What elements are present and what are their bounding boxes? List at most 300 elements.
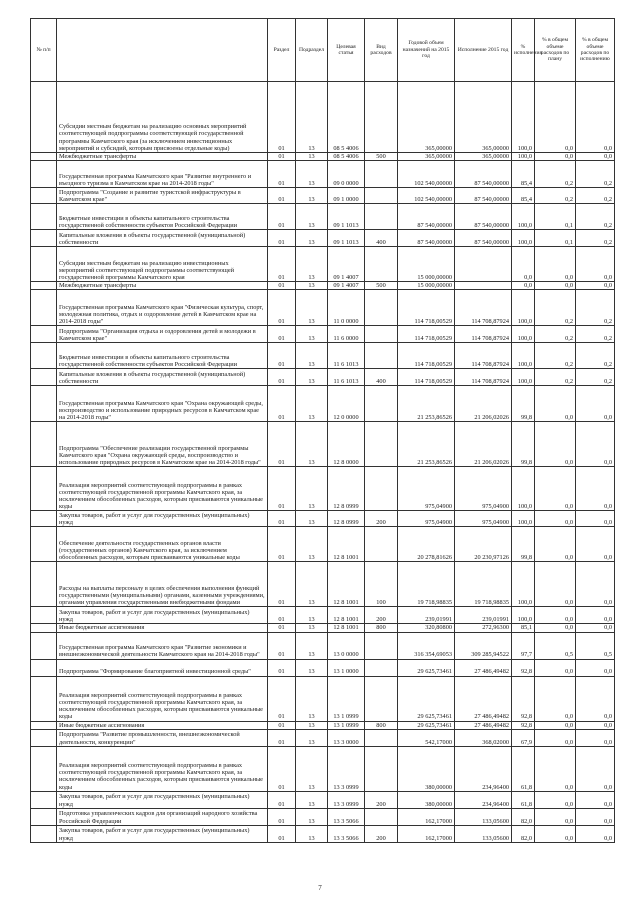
cell-share-plan: 0,0 [535,282,576,290]
cell-name: Подпрограмма "Формирование благоприятной инвестиционной среды" [57,659,268,676]
cell-fact: 975,04900 [455,511,512,527]
cell-razdel: 01 [268,188,296,204]
cell-share-fact: 0,2 [576,326,615,343]
cell-target-article: 12 8 1001 [328,527,365,562]
header-num: № п/п [31,19,57,82]
cell-target-article: 13 3 0999 [328,746,365,791]
cell-share-plan: 0,0 [535,729,576,746]
cell-pct: 100,0 [512,230,535,247]
cell-num [31,161,57,188]
cell-razdel: 01 [268,161,296,188]
cell-razdel: 01 [268,467,296,511]
cell-expense-type [365,290,398,326]
cell-expense-type [365,808,398,825]
cell-podrazdel: 13 [296,422,328,467]
cell-podrazdel: 13 [296,511,328,527]
cell-target-article: 08 5 4006 [328,153,365,161]
cell-expense-type: 500 [365,282,398,290]
cell-podrazdel: 13 [296,632,328,659]
page-number: 7 [318,884,322,892]
cell-expense-type: 200 [365,511,398,527]
cell-podrazdel: 13 [296,290,328,326]
cell-name: Межбюджетные трансферты [57,282,268,290]
table-body [31,82,615,843]
cell-expense-type [365,422,398,467]
cell-num [31,729,57,746]
cell-share-fact: 0,0 [576,676,615,721]
cell-name: Закупка товаров, работ и услуг для государственных (муниципальных) нужд [57,607,268,624]
cell-share-plan: 0,2 [535,369,576,386]
table-row [31,632,615,659]
cell-target-article: 11 6 1013 [328,369,365,386]
cell-fact: 21 206,02026 [455,386,512,422]
cell-pct: 100,0 [512,343,535,369]
cell-expense-type [365,729,398,746]
header-podrazdel: Подраздел [296,19,328,82]
cell-plan: 380,00000 [398,791,455,808]
cell-razdel: 01 [268,808,296,825]
cell-target-article: 13 3 0000 [328,729,365,746]
cell-share-plan: 0,1 [535,230,576,247]
cell-fact: 114 708,87924 [455,369,512,386]
cell-podrazdel: 13 [296,326,328,343]
cell-podrazdel: 13 [296,659,328,676]
cell-pct: 92,8 [512,721,535,729]
cell-num [31,282,57,290]
cell-name: Реализация мероприятий соответствующей подпрограммы в рамках соответствующей государственной программы Камчатского края, за исключением обособленных расходов, которым присваиваются уникальные коды [57,676,268,721]
cell-razdel: 01 [268,624,296,632]
cell-target-article: 13 3 5066 [328,825,365,842]
cell-name: Государственная программа Камчатского края "Физическая культура, спорт, молодежная политика, отдых и оздоровление детей в Камчатском крае на 2014-2018 годы" [57,290,268,326]
cell-fact: 87 540,00000 [455,161,512,188]
cell-pct: 100,0 [512,511,535,527]
cell-fact: 234,96400 [455,746,512,791]
cell-num [31,82,57,153]
cell-plan: 365,00000 [398,82,455,153]
cell-podrazdel: 13 [296,527,328,562]
cell-target-article: 09 1 4007 [328,247,365,282]
cell-expense-type [365,161,398,188]
cell-expense-type [365,188,398,204]
cell-podrazdel: 13 [296,676,328,721]
cell-expense-type: 500 [365,153,398,161]
cell-name: Капитальные вложения в объекты государственной (муниципальной) собственности [57,230,268,247]
cell-razdel: 01 [268,632,296,659]
cell-podrazdel: 13 [296,161,328,188]
cell-target-article: 09 1 1013 [328,230,365,247]
cell-num [31,422,57,467]
cell-pct: 100,0 [512,326,535,343]
table-row [31,343,615,369]
cell-share-plan: 0,0 [535,467,576,511]
cell-share-fact: 0,0 [576,746,615,791]
table-row [31,729,615,746]
cell-pct: 99,8 [512,386,535,422]
table-row [31,467,615,511]
cell-podrazdel: 13 [296,791,328,808]
cell-num [31,467,57,511]
cell-expense-type: 800 [365,721,398,729]
cell-podrazdel: 13 [296,721,328,729]
cell-podrazdel: 13 [296,808,328,825]
cell-podrazdel: 13 [296,607,328,624]
cell-share-plan: 0,0 [535,659,576,676]
cell-podrazdel: 13 [296,188,328,204]
cell-podrazdel: 13 [296,729,328,746]
cell-name: Расходы на выплаты персоналу в целях обеспечения выполнения функций государственными (муниципальными) органами, казенными учреждениями, органами управления государственными внебюджетными фондами [57,562,268,607]
cell-razdel: 01 [268,369,296,386]
cell-target-article: 13 3 0999 [328,791,365,808]
cell-plan: 162,17000 [398,808,455,825]
cell-podrazdel: 13 [296,247,328,282]
cell-pct: 0,0 [512,282,535,290]
cell-plan: 162,17000 [398,825,455,842]
cell-share-plan: 0,0 [535,562,576,607]
cell-plan: 20 278,81626 [398,527,455,562]
cell-target-article: 13 0 0000 [328,632,365,659]
cell-pct: 85,4 [512,188,535,204]
table-row [31,659,615,676]
header-fact: Исполнение 2015 год [455,19,512,82]
cell-fact: 234,96400 [455,791,512,808]
cell-pct: 82,0 [512,808,535,825]
cell-podrazdel: 13 [296,467,328,511]
table-row [31,369,615,386]
cell-pct: 92,8 [512,659,535,676]
table-row [31,153,615,161]
header-plan: Годовой объем назначений на 2015 год [398,19,455,82]
cell-target-article: 12 8 1001 [328,607,365,624]
header-share-plan: % в общем объеме расходов по плану [535,19,576,82]
cell-fact: 87 540,00000 [455,188,512,204]
cell-num [31,607,57,624]
cell-share-fact: 0,0 [576,247,615,282]
table-row [31,204,615,230]
cell-target-article: 08 5 4006 [328,82,365,153]
cell-expense-type: 200 [365,791,398,808]
cell-fact: 21 206,02026 [455,422,512,467]
cell-num [31,511,57,527]
cell-plan: 320,80800 [398,624,455,632]
cell-share-fact: 0,0 [576,791,615,808]
table-row [31,721,615,729]
cell-plan: 29 625,73461 [398,676,455,721]
cell-share-fact: 0,0 [576,659,615,676]
cell-share-plan: 0,0 [535,825,576,842]
cell-pct: 100,0 [512,607,535,624]
cell-fact: 365,00000 [455,82,512,153]
cell-num [31,624,57,632]
cell-share-plan: 0,0 [535,808,576,825]
cell-expense-type [365,676,398,721]
cell-plan: 975,04900 [398,467,455,511]
cell-num [31,247,57,282]
cell-expense-type [365,204,398,230]
cell-plan: 29 625,73461 [398,721,455,729]
cell-num [31,386,57,422]
cell-razdel: 01 [268,386,296,422]
cell-expense-type [365,247,398,282]
cell-share-plan: 0,0 [535,247,576,282]
cell-podrazdel: 13 [296,562,328,607]
cell-pct: 100,0 [512,290,535,326]
cell-target-article: 12 8 0999 [328,467,365,511]
cell-plan: 102 540,00000 [398,188,455,204]
cell-share-fact: 0,2 [576,230,615,247]
cell-share-fact: 0,0 [576,82,615,153]
cell-num [31,825,57,842]
cell-razdel: 01 [268,527,296,562]
cell-share-fact: 0,0 [576,467,615,511]
cell-name: Государственная программа Камчатского края "Развитие внутреннего и въездного туризма в Камчатском крае на 2014-2018 годы" [57,161,268,188]
cell-razdel: 01 [268,290,296,326]
cell-razdel: 01 [268,721,296,729]
cell-pct: 92,8 [512,676,535,721]
cell-share-fact: 0,0 [576,562,615,607]
cell-name: Бюджетные инвестиции в объекты капитального строительства государственной собственности субъектов Российской Федерации [57,204,268,230]
cell-pct: 97,7 [512,632,535,659]
table-row [31,791,615,808]
cell-share-fact: 0,0 [576,386,615,422]
cell-name: Субсидии местным бюджетам на реализацию основных мероприятий соответствующей подпрограммы соответствующей государственной программы Камчатского края (за исключением инвестиционных мероприятий и субсидий, которым присвоены отдельные коды) [57,82,268,153]
cell-target-article: 09 1 1013 [328,204,365,230]
cell-expense-type [365,326,398,343]
cell-num [31,562,57,607]
cell-razdel: 01 [268,230,296,247]
cell-share-plan: 0,0 [535,607,576,624]
cell-share-plan: 0,2 [535,326,576,343]
cell-name: Реализация мероприятий соответствующей подпрограммы в рамках соответствующей государственной программы Камчатского края, за исключением обособленных расходов, которым присваиваются уникальные коды [57,746,268,791]
cell-expense-type: 200 [365,825,398,842]
cell-plan: 114 718,00529 [398,326,455,343]
cell-fact: 114 708,87924 [455,326,512,343]
cell-name: Закупка товаров, работ и услуг для государственных (муниципальных) нужд [57,791,268,808]
cell-name: Межбюджетные трансферты [57,153,268,161]
table-row [31,188,615,204]
cell-plan: 542,17000 [398,729,455,746]
cell-podrazdel: 13 [296,343,328,369]
cell-fact: 114 708,87924 [455,343,512,369]
table-header-row [31,19,615,82]
cell-razdel: 01 [268,676,296,721]
cell-fact: 368,02000 [455,729,512,746]
cell-name: Подготовка управленческих кадров для организаций народного хозяйства Российской Федерации [57,808,268,825]
cell-pct: 0,0 [512,247,535,282]
cell-podrazdel: 13 [296,825,328,842]
cell-razdel: 01 [268,326,296,343]
cell-share-fact: 0,0 [576,422,615,467]
cell-razdel: 01 [268,746,296,791]
cell-target-article: 11 6 0000 [328,326,365,343]
cell-expense-type [365,343,398,369]
cell-target-article: 11 6 1013 [328,343,365,369]
cell-num [31,808,57,825]
cell-expense-type: 200 [365,607,398,624]
cell-plan: 114 718,00529 [398,343,455,369]
cell-razdel: 01 [268,825,296,842]
cell-name: Субсидии местным бюджетам на реализацию инвестиционных мероприятий соответствующей подпрограммы соответствующей государственной программы Камчатского края [57,247,268,282]
cell-pct: 100,0 [512,204,535,230]
table-row [31,562,615,607]
cell-share-fact: 0,2 [576,188,615,204]
cell-pct: 82,0 [512,825,535,842]
cell-fact: 87 540,00000 [455,204,512,230]
cell-plan: 975,04900 [398,511,455,527]
cell-target-article: 09 1 0000 [328,188,365,204]
cell-fact: 133,05600 [455,808,512,825]
cell-target-article: 12 0 0000 [328,386,365,422]
cell-num [31,290,57,326]
cell-name: Закупка товаров, работ и услуг для государственных (муниципальных) нужд [57,511,268,527]
cell-num [31,527,57,562]
table-row [31,161,615,188]
cell-share-fact: 0,2 [576,204,615,230]
table-row [31,808,615,825]
cell-pct: 100,0 [512,153,535,161]
cell-fact: 27 486,49482 [455,676,512,721]
cell-name: Реализация мероприятий соответствующей подпрограммы в рамках соответствующей государственной программы Камчатского края, за исключением обособленных расходов, которым присваиваются уникальные коды [57,467,268,511]
cell-share-plan: 0,5 [535,632,576,659]
cell-share-fact: 0,0 [576,808,615,825]
cell-pct: 100,0 [512,369,535,386]
cell-pct: 99,8 [512,527,535,562]
cell-plan: 15 000,00000 [398,247,455,282]
cell-num [31,188,57,204]
cell-num [31,632,57,659]
cell-razdel: 01 [268,562,296,607]
cell-fact: 19 718,98835 [455,562,512,607]
cell-share-plan: 0,2 [535,290,576,326]
cell-name: Государственная программа Камчатского края "Развитие экономики и внешнеэкономической деятельности Камчатского края на 2014-2018 годы" [57,632,268,659]
cell-podrazdel: 13 [296,230,328,247]
cell-razdel: 01 [268,343,296,369]
cell-name: Бюджетные инвестиции в объекты капитального строительства государственной собственности субъектов Российской Федерации [57,343,268,369]
cell-target-article: 13 1 0999 [328,721,365,729]
cell-razdel: 01 [268,511,296,527]
cell-pct: 85,4 [512,161,535,188]
cell-razdel: 01 [268,204,296,230]
cell-num [31,326,57,343]
cell-expense-type: 800 [365,624,398,632]
cell-target-article: 12 8 0999 [328,511,365,527]
cell-name: Подпрограмма "Организация отдыха и оздоровления детей и молодежи в Камчатском крае" [57,326,268,343]
cell-razdel: 01 [268,82,296,153]
cell-razdel: 01 [268,791,296,808]
cell-fact: 365,00000 [455,153,512,161]
cell-fact: 272,96300 [455,624,512,632]
table-row [31,624,615,632]
cell-plan: 102 540,00000 [398,161,455,188]
cell-share-plan: 0,0 [535,527,576,562]
header-expense-type: Вид расходов [365,19,398,82]
cell-razdel: 01 [268,247,296,282]
cell-pct: 61,8 [512,791,535,808]
cell-pct: 100,0 [512,562,535,607]
cell-expense-type: 400 [365,369,398,386]
cell-share-fact: 0,2 [576,369,615,386]
cell-share-plan: 0,0 [535,511,576,527]
cell-razdel: 01 [268,422,296,467]
cell-name: Капитальные вложения в объекты государственной (муниципальной) собственности [57,369,268,386]
header-pct: % исполнения [512,19,535,82]
cell-pct: 100,0 [512,82,535,153]
cell-expense-type [365,632,398,659]
cell-share-fact: 0,0 [576,282,615,290]
cell-share-plan: 0,0 [535,386,576,422]
cell-plan: 114 718,00529 [398,290,455,326]
table-row [31,282,615,290]
cell-name: Подпрограмма "Развитие промышленности, внешнеэкономической деятельности, конкуренции" [57,729,268,746]
table-row [31,230,615,247]
cell-fact: 133,05600 [455,825,512,842]
cell-target-article: 11 0 0000 [328,290,365,326]
cell-name: Обеспечение деятельности государственных органов власти (государственных органов) Камчатского края, за исключением обособленных расходов, которым присваиваются уникальные коды [57,527,268,562]
cell-num [31,721,57,729]
cell-share-fact: 0,0 [576,729,615,746]
cell-podrazdel: 13 [296,746,328,791]
cell-expense-type: 100 [365,562,398,607]
cell-razdel: 01 [268,659,296,676]
cell-name: Государственная программа Камчатского края "Охрана окружающей среды, воспроизводство и использование природных ресурсов в Камчатском крае на 2014-2018 годы" [57,386,268,422]
cell-num [31,204,57,230]
cell-share-fact: 0,0 [576,511,615,527]
cell-num [31,369,57,386]
cell-plan: 19 718,98835 [398,562,455,607]
cell-name: Иные бюджетные ассигнования [57,721,268,729]
cell-num [31,746,57,791]
cell-target-article: 13 1 0999 [328,676,365,721]
cell-share-fact: 0,5 [576,632,615,659]
cell-podrazdel: 13 [296,369,328,386]
cell-target-article: 13 3 5066 [328,808,365,825]
cell-fact: 27 486,49482 [455,659,512,676]
cell-num [31,676,57,721]
cell-share-plan: 0,2 [535,343,576,369]
table-row [31,82,615,153]
cell-fact: 114 708,87924 [455,290,512,326]
cell-name: Подпрограмма "Создание и развитие туристской инфраструктуры в Камчатском крае" [57,188,268,204]
cell-share-plan: 0,0 [535,676,576,721]
cell-fact: 309 285,94522 [455,632,512,659]
cell-share-plan: 0,1 [535,204,576,230]
cell-share-fact: 0,2 [576,290,615,326]
cell-fact: 87 540,00000 [455,230,512,247]
table-row [31,607,615,624]
cell-share-plan: 0,0 [535,791,576,808]
cell-pct: 100,0 [512,467,535,511]
cell-plan: 87 540,00000 [398,204,455,230]
cell-target-article: 09 1 4007 [328,282,365,290]
cell-share-plan: 0,0 [535,153,576,161]
table-row [31,746,615,791]
header-target-article: Целевая статья [328,19,365,82]
cell-num [31,343,57,369]
cell-target-article: 13 1 0000 [328,659,365,676]
cell-share-plan: 0,0 [535,746,576,791]
header-share-fact: % в общем объеме расходов по исполнению [576,19,615,82]
cell-num [31,153,57,161]
cell-podrazdel: 13 [296,386,328,422]
table-row [31,422,615,467]
cell-podrazdel: 13 [296,282,328,290]
cell-pct: 67,9 [512,729,535,746]
table-row [31,386,615,422]
cell-plan: 380,00000 [398,746,455,791]
cell-share-fact: 0,0 [576,721,615,729]
cell-target-article: 12 8 1001 [328,624,365,632]
cell-plan: 15 000,00000 [398,282,455,290]
cell-share-fact: 0,0 [576,153,615,161]
